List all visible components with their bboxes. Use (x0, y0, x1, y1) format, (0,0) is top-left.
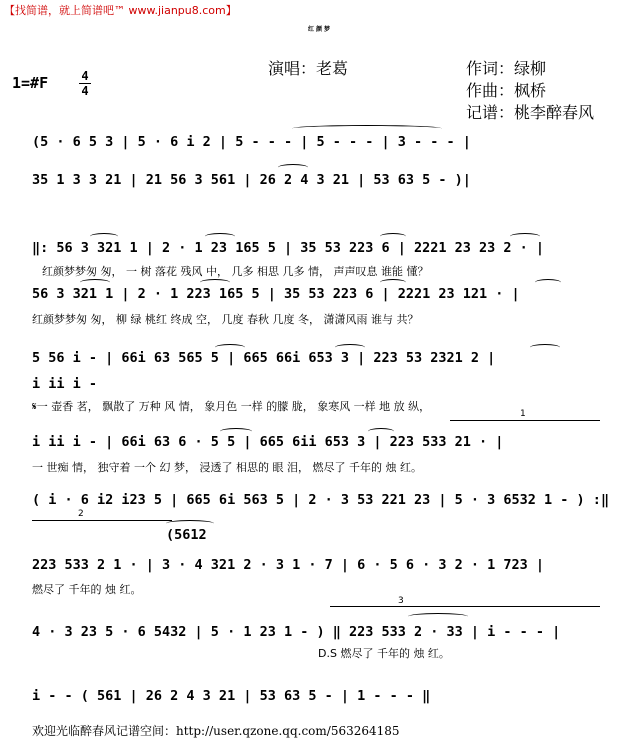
triplet-number: 3 (398, 596, 404, 606)
slur-mark (380, 279, 406, 286)
volta-2-number: 2 (78, 509, 84, 519)
lyric-line-4: 红颜梦梦匆 匆， 柳 绿 桃红 终成 空， 几度 春秋 几度 冬， 潇潇风雨 谁与 共？ (32, 313, 419, 326)
score-line-5-alt: i ii i - (32, 376, 98, 392)
score-line-11: i - - ( 561 | 26 2 4 3 21 | 53 63 5 - | 1 - - - ‖ (32, 688, 431, 704)
score-line-9: 223 533 2 1 · | 3 · 4 321 2 · 3 1 · 7 | 6 · 5 6 · 3 2 · 1 723 | (32, 557, 545, 573)
triplet-bracket (330, 606, 600, 607)
score-line-6: i ii i - | 66i 63 6 · 5 5 | 665 6ii 653 3 | 223 533 21 · | (32, 434, 504, 450)
lyric-line-5: 𝄋一 壶香 茗， 飘散了 万种 风 情， 象月色 一样 的朦 胧， 象寒风 一样 地 放 纵， (32, 400, 431, 413)
time-signature-bottom: 4 (81, 84, 89, 98)
volta-1-line (450, 420, 600, 421)
singer-credit: 演唱：老葛 (268, 59, 349, 78)
lyric-line-10: D.S 燃尽了 千年的 烛 红。 (318, 647, 450, 660)
slur-mark (408, 613, 468, 620)
tie-mark (292, 125, 442, 132)
slur-mark (205, 233, 235, 240)
transcriber-credit: 记谱：桃李醉春风 (466, 103, 595, 122)
slur-mark (200, 279, 230, 286)
volta-2-line (32, 520, 172, 521)
tie-mark (278, 164, 308, 171)
score-line-10: 4 · 3 23 5 · 6 5432 | 5 · 1 23 1 - ) ‖ 223 533 2 · 33 | i - - - | (32, 624, 561, 640)
song-title: 红颜梦 (307, 26, 332, 33)
slur-mark (166, 520, 214, 527)
site-banner[interactable]: 【找简谱，就上简谱吧™ www.jianpu8.com】 (4, 4, 237, 17)
volta-1-number: 1 (520, 409, 526, 419)
footer-link[interactable]: 欢迎光临醉春风记谱空间：http://user.qzone.qq.com/563264185 (32, 724, 400, 738)
lyricist-credit: 作词：绿柳 (466, 59, 547, 78)
slur-mark (380, 233, 406, 240)
key-signature: 1=#F (12, 74, 49, 92)
score-line-5: 5 56 i - | 66i 63 565 5 | 665 66i 653 3 | 223 53 2321 2 | (32, 350, 496, 366)
slur-mark (90, 233, 118, 240)
time-signature-top: 4 (81, 69, 89, 83)
score-line-8: (5612 (166, 527, 207, 543)
composer-credit: 作曲：枫桥 (466, 81, 547, 100)
slur-mark (510, 233, 540, 240)
score-line-2: 35 1 3 3 21 | 21 56 3 561 | 26 2 4 3 21 | 53 63 5 - )| (32, 172, 471, 188)
slur-mark (80, 279, 110, 286)
score-line-1: (5 · 6 5 3 | 5 · 6 i 2 | 5 - - - | 5 - - - | 3 - - - | (32, 134, 471, 150)
score-line-3: ‖: 56 3 321 1 | 2 · 1 23 165 5 | 35 53 223 6 | 2221 23 23 2 · | (32, 240, 545, 256)
lyric-line-3: 红颜梦梦匆 匆， 一 树 落花 残风 中， 几多 相思 几多 情， 声声叹息 谁能 懂？ (42, 265, 429, 278)
slur-mark (535, 279, 561, 286)
lyric-line-6: 一 世痴 情， 独守着 一个 幻 梦， 浸透了 相思的 眼 泪， 燃尽了 千年的 烛 红。 (32, 461, 422, 474)
lyric-line-9: 燃尽了 千年的 烛 红。 (32, 583, 142, 596)
slur-mark (530, 344, 560, 351)
time-signature (79, 70, 91, 97)
score-line-7: ( i · 6 i2 i23 5 | 665 6i 563 5 | 2 · 3 53 221 23 | 5 · 3 6532 1 - ) :‖ (32, 492, 610, 508)
score-line-4: 56 3 321 1 | 2 · 1 223 165 5 | 35 53 223 6 | 2221 23 121 · | (32, 286, 520, 302)
